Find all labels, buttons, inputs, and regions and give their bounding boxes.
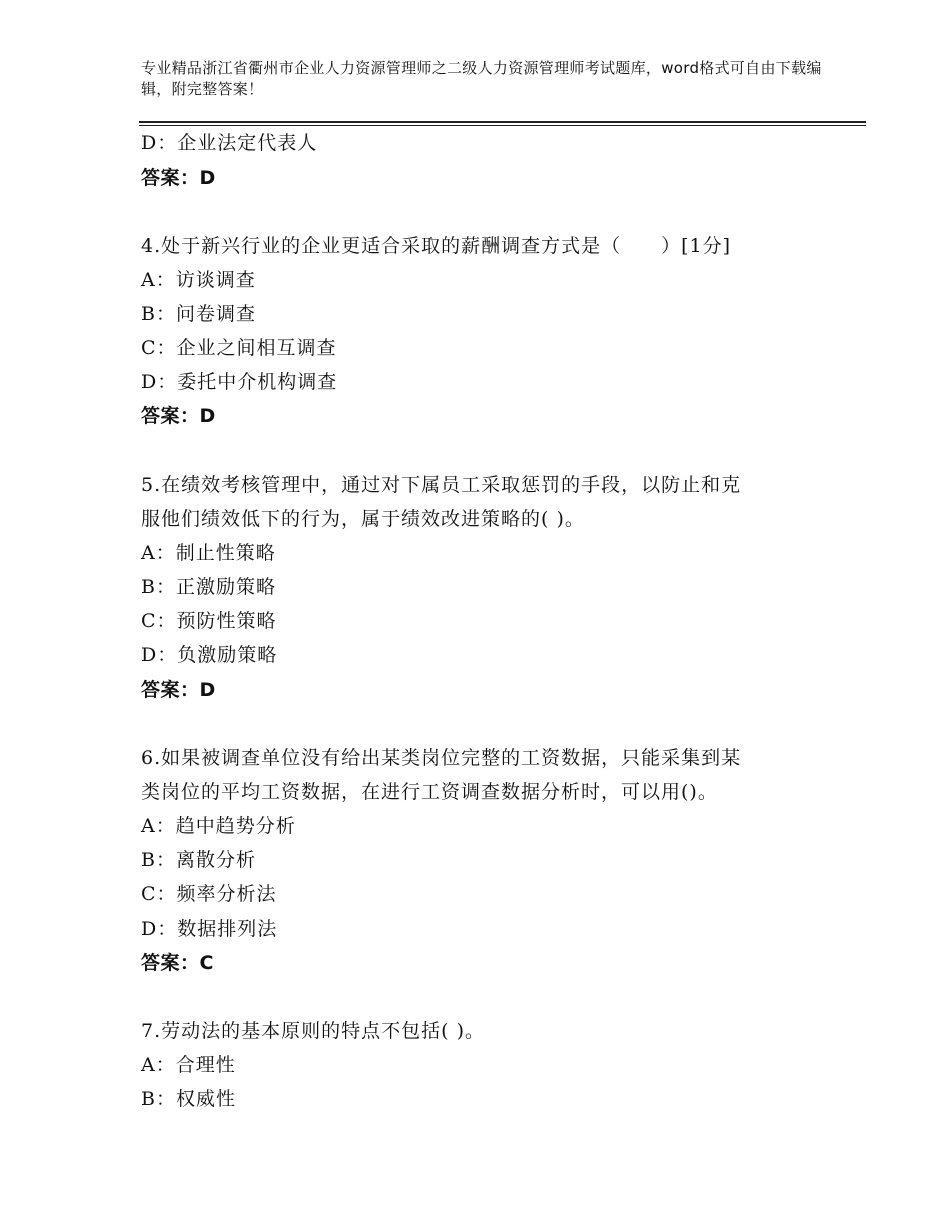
- q4-answer: 答案：D: [141, 405, 216, 427]
- q5-answer: 答案：D: [141, 679, 216, 701]
- q6-option-c: C：频率分析法: [141, 883, 277, 905]
- q5-option-d: D：负激励策略: [141, 644, 278, 666]
- q6-stem-line2: 类岗位的平均工资数据，在进行工资调查数据分析时，可以用()。: [141, 781, 718, 803]
- q4-stem: 4.处于新兴行业的企业更适合采取的薪酬调查方式是（ ）[1分]: [141, 235, 732, 257]
- q7-stem: 7.劳动法的基本原则的特点不包括( )。: [141, 1020, 485, 1042]
- q5-stem-line2: 服他们绩效低下的行为，属于绩效改进策略的( )。: [141, 508, 585, 530]
- q6-option-d: D：数据排列法: [141, 918, 278, 940]
- q5-stem-line1: 5.在绩效考核管理中，通过对下属员工采取惩罚的手段，以防止和克: [141, 474, 742, 496]
- document-header: 专业精品浙江省衢州市企业人力资源管理师之二级人力资源管理师考试题库，word格式可自由下载编辑，附完整答案！: [141, 59, 822, 98]
- q6-option-a: A：趋中趋势分析: [141, 815, 296, 837]
- header-divider-thin: [139, 125, 866, 126]
- q4-option-c: C：企业之间相互调查: [141, 337, 337, 359]
- q3-answer: 答案：D: [141, 167, 216, 189]
- header-divider: [139, 121, 866, 123]
- q5-option-c: C：预防性策略: [141, 610, 277, 632]
- q7-option-b: B：权威性: [141, 1088, 236, 1110]
- q7-option-a: A：合理性: [141, 1054, 236, 1076]
- q3-option-d: D：企业法定代表人: [141, 132, 318, 154]
- q4-option-a: A：访谈调查: [141, 269, 256, 291]
- q4-option-b: B：问卷调查: [141, 303, 256, 325]
- q6-option-b: B：离散分析: [141, 849, 256, 871]
- q6-stem-line1: 6.如果被调查单位没有给出某类岗位完整的工资数据，只能采集到某: [141, 747, 742, 769]
- q5-option-b: B：正激励策略: [141, 576, 276, 598]
- q5-option-a: A：制止性策略: [141, 542, 276, 564]
- q6-answer: 答案：C: [141, 952, 214, 974]
- q4-option-d: D：委托中介机构调查: [141, 371, 338, 393]
